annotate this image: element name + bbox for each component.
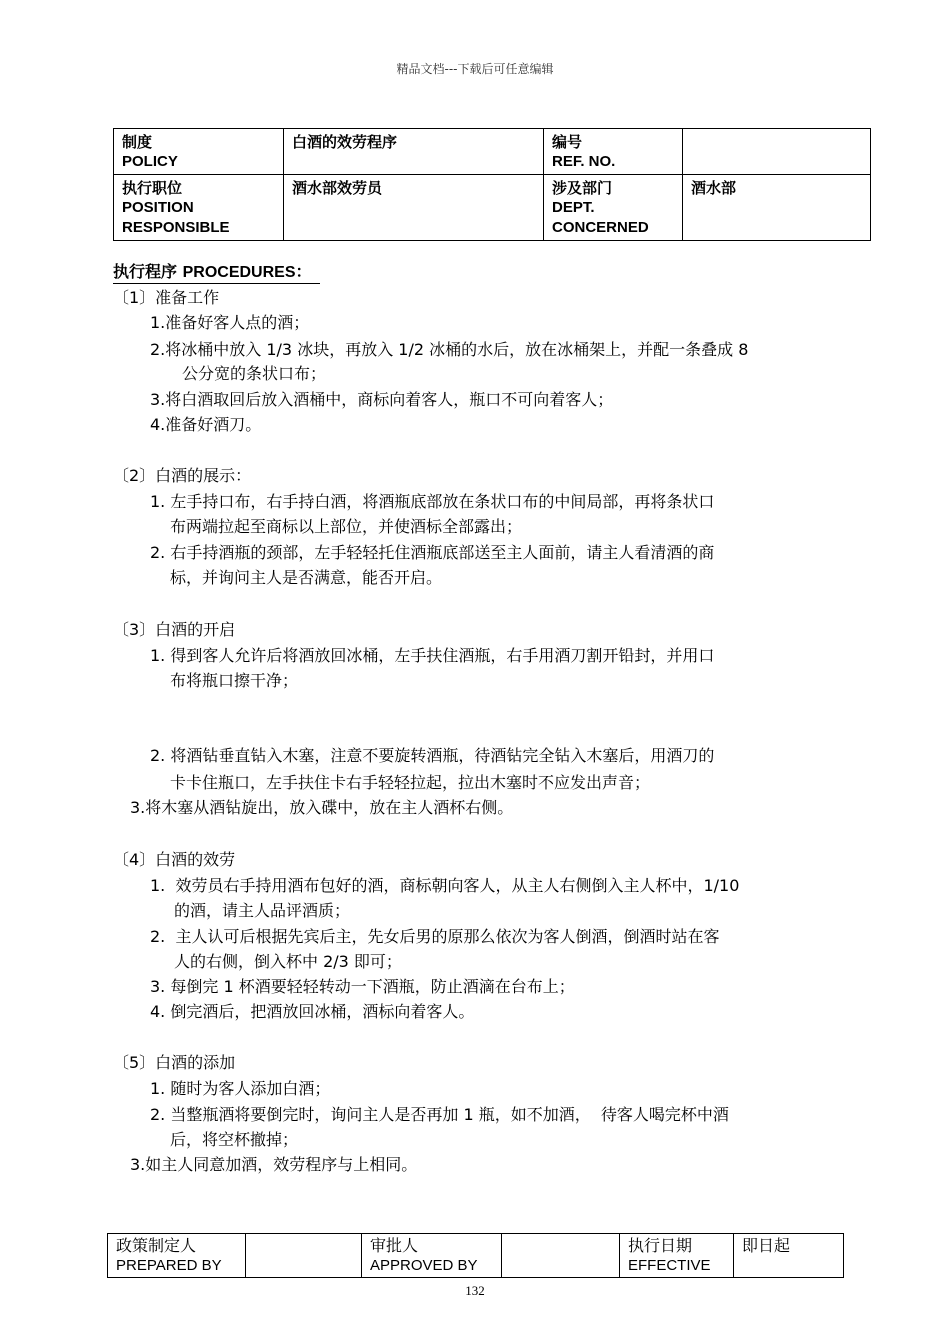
section-3-item-1: 1. 得到客人允许后将酒放回冰桶，左手扶住酒瓶，右手用酒刀割开铅封，并用口 xyxy=(150,646,715,665)
effective-label-cell xyxy=(620,1234,734,1278)
ref-label-en: REF. NO. xyxy=(552,153,616,170)
section-4-item-3: 3. 每倒完 1 杯酒要轻轻转动一下酒瓶，防止酒滴在台布上； xyxy=(150,977,575,996)
prepared-by-value-cell xyxy=(246,1234,362,1278)
section-2-title: 〔2〕白酒的展示： xyxy=(113,466,252,485)
dept-value: 酒水部 xyxy=(691,179,737,197)
procedures-title-en: PROCEDURES： xyxy=(182,264,312,281)
procedures-title-cn: 执行程序 xyxy=(113,262,178,281)
effective-label-cn: 执行日期 xyxy=(628,1236,693,1255)
policy-value: 白酒的效劳程序 xyxy=(292,133,398,151)
position-value: 酒水部效劳员 xyxy=(292,179,383,197)
section-1-item-4: 4.准备好酒刀。 xyxy=(150,415,262,434)
section-5-item-2: 2. 当整瓶酒将要倒完时，询问主人是否再加 1 瓶，如不加酒， 待客人喝完杯中酒 xyxy=(150,1105,729,1124)
position-value-cell xyxy=(284,175,544,241)
page-number: 132 xyxy=(465,1283,485,1298)
section-1-item-2-cont: 公分宽的条状口布； xyxy=(182,364,327,383)
prepared-by-label-en: PREPARED BY xyxy=(116,1257,222,1274)
section-4-item-1-cont: 的酒，请主人品评酒质； xyxy=(174,901,351,920)
dept-label-en2: CONCERNED xyxy=(552,219,649,236)
section-5-item-1: 1. 随时为客人添加白酒； xyxy=(150,1079,331,1098)
approved-by-label-cell xyxy=(362,1234,502,1278)
approved-by-label-en: APPROVED BY xyxy=(370,1257,478,1274)
section-2-item-1-cont: 布两端拉起至商标以上部位，并使酒标全部露出； xyxy=(170,517,523,536)
section-3-item-2-cont: 卡卡住瓶口，左手扶住卡右手轻轻拉起，拉出木塞时不应发出声音； xyxy=(170,773,651,792)
approval-footer-table xyxy=(107,1233,844,1278)
section-1-item-2: 2.将冰桶中放入 1/3 冰块，再放入 1/2 冰桶的水后，放在冰桶架上，并配一条叠成 8 xyxy=(150,340,749,359)
section-5-item-2-cont: 后，将空杯撤掉； xyxy=(170,1130,299,1149)
section-4-item-2: 2. 主人认可后根据先宾后主，先女后男的原那么依次为客人倒酒，倒酒时站在客 xyxy=(150,927,720,946)
section-1-item-1: 1.准备好客人点的酒； xyxy=(150,313,310,332)
dept-label-en1: DEPT. xyxy=(552,199,595,216)
section-1-item-3: 3.将白酒取回后放入酒桶中，商标向着客人，瓶口不可向着客人； xyxy=(150,390,614,409)
dept-label-cn: 涉及部门 xyxy=(552,179,613,197)
prepared-by-label-cell xyxy=(108,1234,246,1278)
watermark: 精品文档---下载后可任意编辑 xyxy=(396,62,554,76)
section-2-item-1: 1. 左手持口布，右手持白酒，将酒瓶底部放在条状口布的中间局部，再将条状口 xyxy=(150,492,715,511)
section-3-item-3: 3.将木塞从酒钻旋出，放入碟中，放在主人酒杯右侧。 xyxy=(130,798,514,817)
effective-value: 即日起 xyxy=(742,1236,791,1255)
ref-label-cell xyxy=(544,129,683,175)
section-1-title: 〔1〕准备工作 xyxy=(113,288,220,307)
section-4-title: 〔4〕白酒的效劳 xyxy=(113,850,236,869)
section-3-item-2: 2. 将酒钻垂直钻入木塞，注意不要旋转酒瓶，待酒钻完全钻入木塞后，用酒刀的 xyxy=(150,746,715,765)
policy-value-cell xyxy=(284,129,544,175)
section-4-item-2-cont: 人的右侧，倒入杯中 2/3 即可； xyxy=(174,952,402,971)
dept-value-cell xyxy=(683,175,871,241)
ref-value-cell xyxy=(683,129,871,175)
position-label-en1: POSITION xyxy=(122,199,194,216)
effective-value-cell xyxy=(734,1234,844,1278)
section-5-title: 〔5〕白酒的添加 xyxy=(113,1053,236,1072)
position-label-en2: RESPONSIBLE xyxy=(122,219,230,236)
position-label-cn: 执行职位 xyxy=(122,179,183,197)
section-4-item-1: 1. 效劳员右手持用酒布包好的酒，商标朝向客人，从主人右侧倒入主人杯中，1/10 xyxy=(150,876,740,895)
prepared-by-label-cn: 政策制定人 xyxy=(116,1236,197,1255)
section-3-title: 〔3〕白酒的开启 xyxy=(113,620,236,639)
section-3-item-1-cont: 布将瓶口擦干净； xyxy=(170,671,299,690)
approved-by-label-cn: 审批人 xyxy=(370,1236,419,1255)
procedures-title xyxy=(113,262,320,284)
effective-label-en: EFFECTIVE xyxy=(628,1257,711,1274)
section-4-item-4: 4. 倒完酒后，把酒放回冰桶，酒标向着客人。 xyxy=(150,1002,475,1021)
ref-label-cn: 编号 xyxy=(552,133,583,151)
approved-by-value-cell xyxy=(502,1234,620,1278)
section-5-item-3: 3.如主人同意加酒，效劳程序与上相同。 xyxy=(130,1155,418,1174)
dept-label-cell xyxy=(544,175,683,241)
section-2-item-2: 2. 右手持酒瓶的颈部，左手轻轻托住酒瓶底部送至主人面前，请主人看清酒的商 xyxy=(150,543,715,562)
policy-label-cn: 制度 xyxy=(122,133,153,151)
policy-label-en: POLICY xyxy=(122,153,178,170)
policy-label-cell xyxy=(114,129,284,175)
policy-header-table xyxy=(113,128,871,241)
section-2-item-2-cont: 标，并询问主人是否满意，能否开启。 xyxy=(170,568,443,587)
position-label-cell xyxy=(114,175,284,241)
